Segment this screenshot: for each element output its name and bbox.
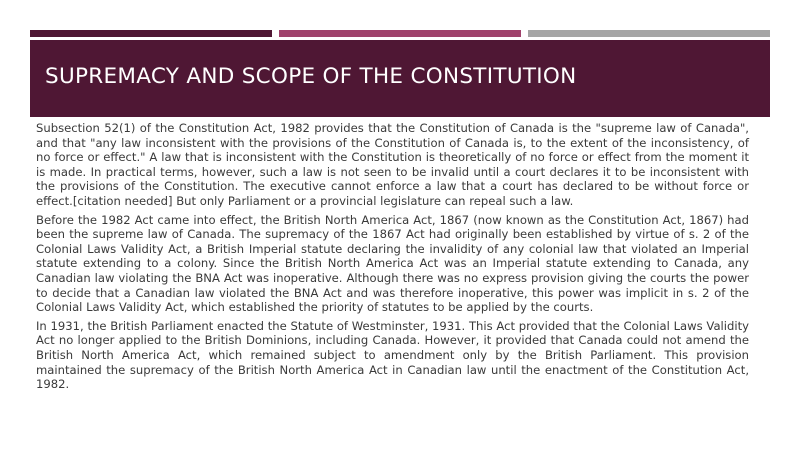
accent-bar-right bbox=[528, 30, 770, 37]
slide-body bbox=[36, 121, 749, 396]
paragraph-3: In 1931, the British Parliament enacted the Statute of Westminster, 1931. This Act provided that the Colonial Laws Validity Act no longer applied to the British Dominions, including Canada. However, it provided that Canada could not amend the British North America Act, which remained subject to amendment only by the British Parliament. This provision maintained the supremacy of the British North America Act in Canadian law until the enactment of the Constitution Act, 1982. bbox=[36, 318, 749, 392]
paragraph-2: Before the 1982 Act came into effect, the British North America Act, 1867 (now known as the Constitution Act, 1867) had been the supreme law of Canada. The supremacy of the 1867 Act had originally been established by virtue of s. 2 of the Colonial Laws Validity Act, a British Imperial statute declaring the invalidity of any colonial law that violated an Imperial statute extending to a colony. Since the British North America Act was an Imperial statute extending to Canada, any Canadian law violating the BNA Act was inoperative. Although there was no express provision giving the courts the power to decide that a Canadian law violated the BNA Act and was therefore inoperative, this power was implicit in s. 2 of the Colonial Laws Validity Act, which established the priority of statutes to be applied by the courts. bbox=[36, 212, 749, 315]
title-band bbox=[30, 40, 770, 117]
paragraph-1: Subsection 52(1) of the Constitution Act, 1982 provides that the Constitution of Canada is the "supreme law of Canada", and that "any law inconsistent with the provisions of the Constitution of Canada is, to the extent of the inconsistency, of no force or effect." A law that is inconsistent with the Constitution is theoretically of no force or effect from the moment it is made. In practical terms, however, such a law is not seen to be invalid until a court declares it to be inconsistent with the provisions of the Constitution. The executive cannot enforce a law that a court has declared to be without force or effect.[citation needed] But only Parliament or a provincial legislature can repeal such a law. bbox=[36, 121, 749, 208]
slide-title: SUPREMACY AND SCOPE OF THE CONSTITUTION bbox=[45, 64, 577, 89]
accent-bar-middle bbox=[279, 30, 521, 37]
accent-bar-left bbox=[30, 30, 272, 37]
